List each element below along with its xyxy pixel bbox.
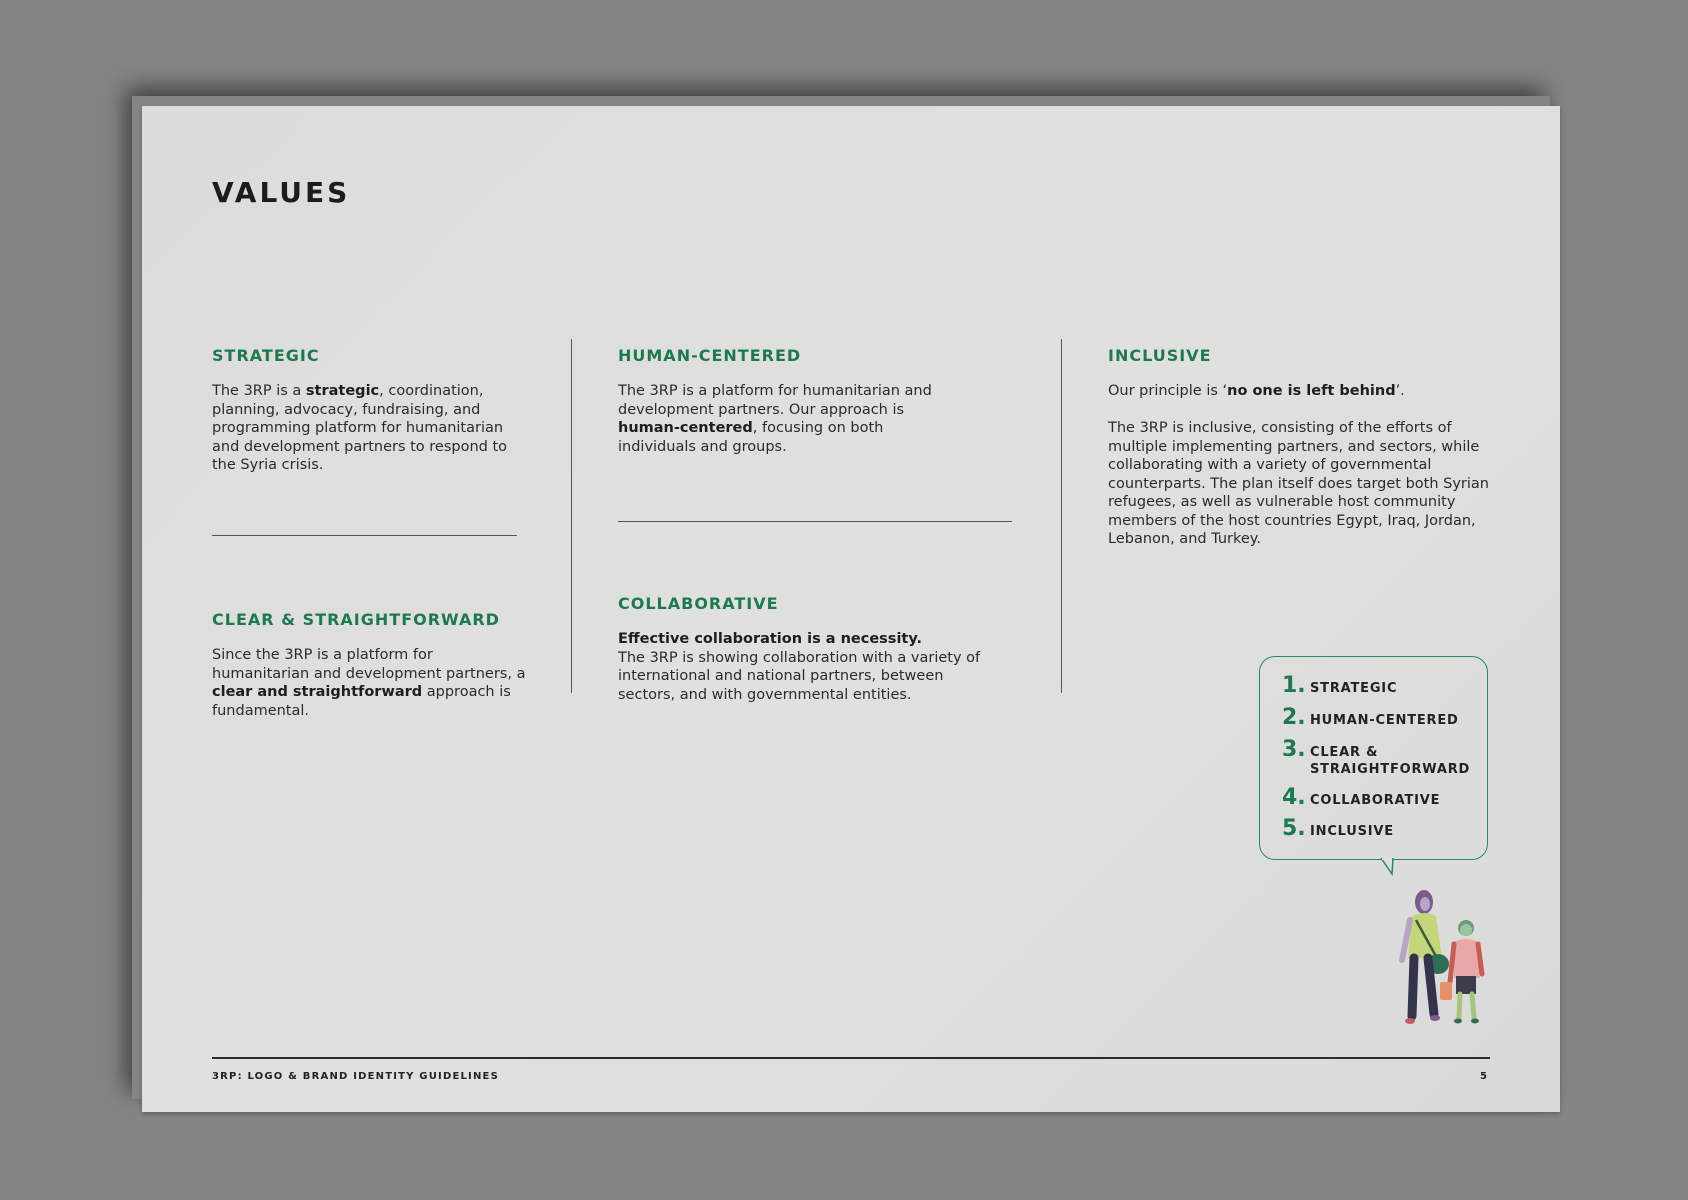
strategic-divider bbox=[212, 535, 517, 536]
list-item: 4. COLLABORATIVE bbox=[1282, 785, 1441, 810]
human-centered-divider bbox=[618, 521, 1012, 522]
column-divider-2 bbox=[1061, 339, 1062, 693]
list-item: 1. STRATEGIC bbox=[1282, 673, 1398, 698]
clear-heading: CLEAR & STRAIGHTFORWARD bbox=[212, 610, 500, 629]
collaborative-text: Effective collaboration is a necessity. The 3RP is showing collaboration with a variety of international and national partners, between sectors, and with governmental entities. bbox=[618, 631, 981, 703]
mother-and-child-icon bbox=[1382, 886, 1492, 1046]
footer-document-title: 3RP: LOGO & BRAND IDENTITY GUIDELINES bbox=[212, 1071, 499, 1082]
strategic-text: The 3RP is a strategic, coordination, planning, advocacy, fundraising, and programming platform for humanitarian and development partners to respond to the Syria crisis. bbox=[212, 383, 508, 473]
collaborative-heading: COLLABORATIVE bbox=[618, 594, 779, 613]
page-number: 5 bbox=[1480, 1071, 1487, 1082]
page-title: VALUES bbox=[212, 176, 351, 209]
list-item: 3. CLEAR & STRAIGHTFORWARD bbox=[1282, 737, 1471, 777]
strategic-heading: STRATEGIC bbox=[212, 346, 320, 365]
human-centered-heading: HUMAN-CENTERED bbox=[618, 346, 802, 365]
footer-rule bbox=[212, 1057, 1490, 1059]
inclusive-text: The 3RP is inclusive, consisting of the efforts of multiple implementing partners, and sectors, while collaborating with a variety of governmental counterparts. The plan itself does target both Syrian refugees, as well as vulnerable host community members of the host countries Egypt, Iraq, Jordan, Lebanon, and Turkey. bbox=[1108, 420, 1489, 547]
list-item: 2. HUMAN-CENTERED bbox=[1282, 705, 1459, 730]
brand-guideline-page bbox=[142, 106, 1560, 1112]
inclusive-heading: INCLUSIVE bbox=[1108, 346, 1212, 365]
clear-text: Since the 3RP is a platform for humanitarian and development partners, a clear and straightforward approach is fundamental. bbox=[212, 647, 526, 719]
column-divider-1 bbox=[571, 339, 572, 693]
human-centered-text: The 3RP is a platform for humanitarian and development partners. Our approach is human-centered, focusing on both individuals and groups. bbox=[618, 383, 932, 455]
inclusive-principle: Our principle is ‘no one is left behind’. bbox=[1108, 383, 1405, 399]
summary-speech-bubble bbox=[1259, 656, 1488, 860]
list-item: 5. INCLUSIVE bbox=[1282, 816, 1394, 841]
speech-bubble-tail-icon bbox=[1380, 858, 1402, 876]
